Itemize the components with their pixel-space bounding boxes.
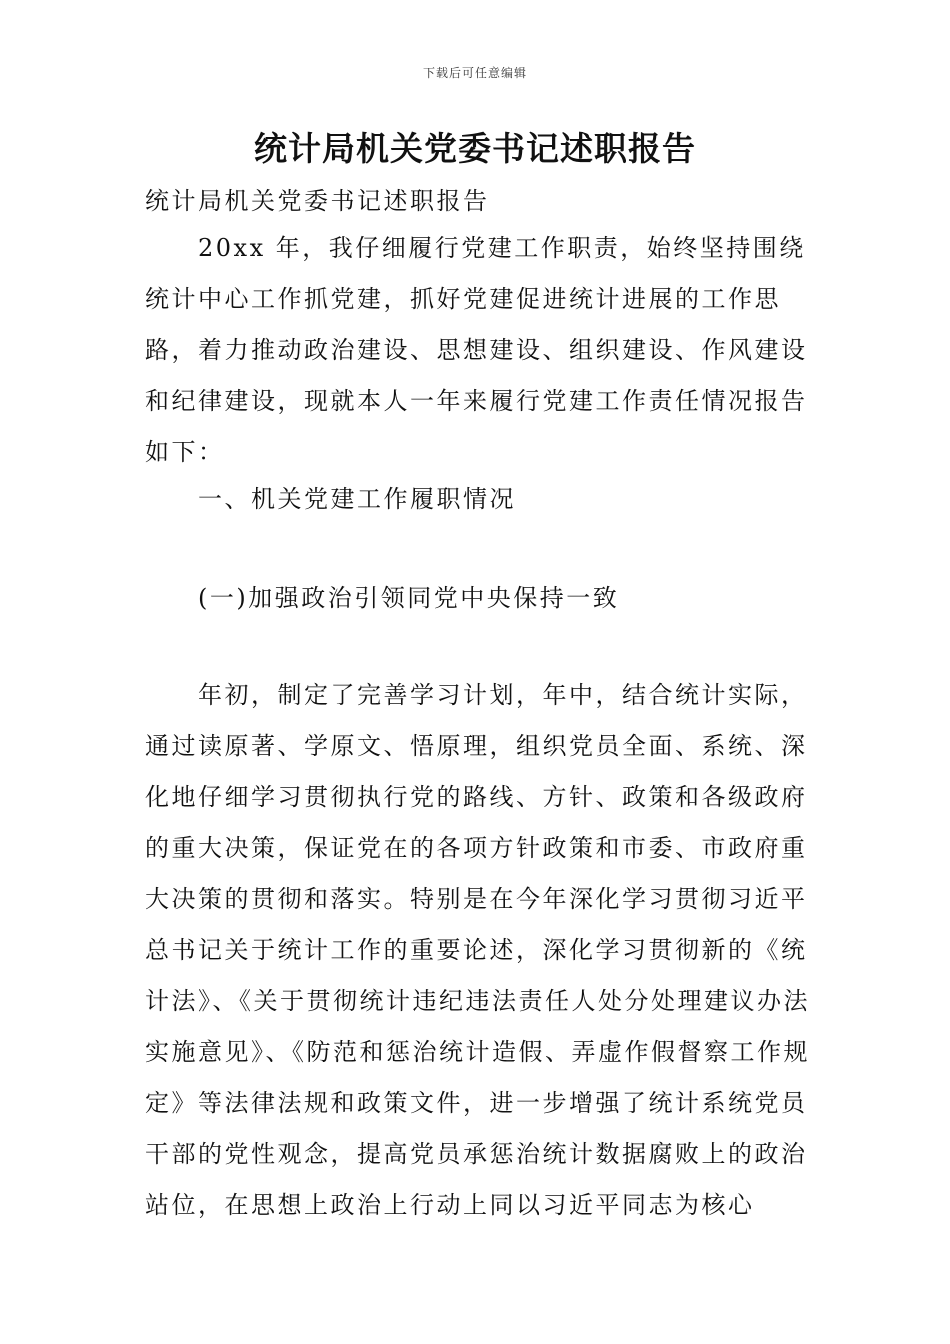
paragraph-intro: 20xx 年，我仔细履行党建工作职责，始终坚持围绕统计中心工作抓党建，抓好党建促进统计进展的工作思路，着力推动政治建设、思想建设、组织建设、作风建设和纪律建设，现就本人一年来履行党建工作责任情况报告如下： xyxy=(145,234,808,466)
document-title: 统计局机关党委书记述职报告 xyxy=(254,129,696,168)
subsection-heading: (一)加强政治引领同党中央保持一致 xyxy=(198,584,620,612)
paragraph-body: 年初，制定了完善学习计划，年中，结合统计实际，通过读原著、学原文、悟原理，组织党员全面、系统、深化地仔细学习贯彻执行党的路线、方针、政策和各级政府的重大决策，保证党在的各项方针政策和市委、市政府重大决策的贯彻和落实。特别是在今年深化学习贯彻习近平总书记关于统计工作的重要论述，深化学习贯彻新的《统计法》、《关于贯彻统计违纪违法责任人处分处理建议办法实施意见》、《防范和惩治统计造假、弄虚作假督察工作规定》等法律法规和政策文件，进一步增强了统计系统党员干部的党性观念，提高党员承惩治统计数据腐败上的政治站位，在思想上政治上行动上同以习近平同志为核心 xyxy=(145,681,810,1219)
section-heading: 一、机关党建工作履职情况 xyxy=(198,485,516,513)
header-note: 下载后可任意编辑 xyxy=(422,66,527,80)
document-subtitle: 统计局机关党委书记述职报告 xyxy=(145,187,490,215)
